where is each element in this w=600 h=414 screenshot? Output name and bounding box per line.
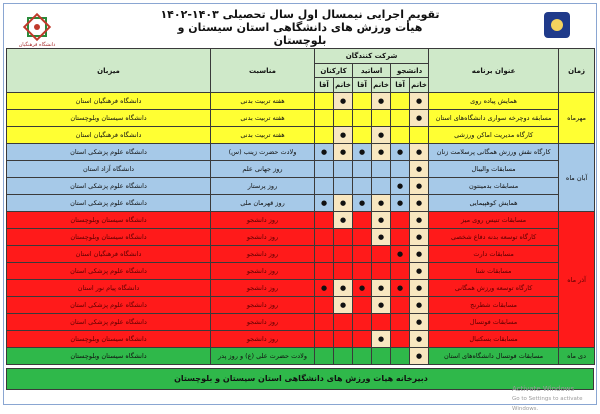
participant-mark-cell [391,246,410,263]
participant-mark-cell [353,297,372,314]
participant-mark-cell [410,246,429,263]
university-logo-right [544,12,570,38]
schedule-row [7,263,595,280]
participant-mark-cell [410,297,429,314]
participation-dot-icon: ● [340,131,347,139]
participant-mark-cell [372,127,391,144]
participant-mark-cell [391,93,410,110]
participant-mark-cell [391,348,410,365]
participation-dot-icon: ● [378,301,385,309]
participation-dot-icon: ● [416,114,423,122]
host-cell: دانشگاه آزاد استان [7,161,211,178]
participant-mark-cell [353,110,372,127]
host-cell: دانشگاه علوم پزشکی استان [7,144,211,161]
participation-dot-icon: ● [320,284,328,292]
participant-mark-cell [391,229,410,246]
month-cell: آبان ماه [559,144,595,212]
host-cell: دانشگاه سیستان وبلوچستان [7,110,211,127]
participant-mark-cell [391,212,410,229]
participation-dot-icon: ● [340,97,347,105]
participant-mark-cell [353,178,372,195]
participant-mark-cell [372,178,391,195]
host-cell: دانشگاه علوم پزشکی استان [7,297,211,314]
participant-mark-cell [410,348,429,365]
participation-dot-icon: ● [340,284,347,292]
participant-mark-cell [334,297,353,314]
participation-dot-icon: ● [340,301,347,309]
participation-dot-icon: ● [359,148,366,156]
participant-mark-cell [372,93,391,110]
participation-dot-icon: ● [378,216,385,224]
participant-mark-cell [410,110,429,127]
header-zaman: زمان [559,49,595,93]
participant-mark-cell [334,127,353,144]
month-cell: دی ماه [559,348,595,365]
participation-dot-icon: ● [378,335,385,343]
host-cell: دانشگاه سیستان وبلوچستان [7,348,211,365]
host-cell: دانشگاه علوم پزشکی استان [7,314,211,331]
occasion-cell: هفته تربیت بدنی [211,93,315,110]
participant-mark-cell [372,348,391,365]
host-cell: دانشگاه علوم پزشکی استان [7,178,211,195]
occasion-cell: ولادت حضرت علی (ع) و روز پدر [211,348,315,365]
schedule-body [7,93,595,365]
month-cell: مهرماه [559,93,595,144]
participant-mark-cell [353,246,372,263]
participation-dot-icon: ● [340,199,347,207]
participation-dot-icon: ● [416,318,423,326]
host-cell: دانشگاه پیام نور استان [7,280,211,297]
participation-dot-icon: ● [320,199,328,207]
participant-mark-cell [410,127,429,144]
logo-caption: دانشگاه فرهنگیان [18,42,56,48]
schedule-row [7,314,595,331]
participant-mark-cell [410,178,429,195]
participant-mark-cell [353,195,372,212]
participant-mark-cell [372,331,391,348]
header-male: آقا [315,78,334,93]
participant-mark-cell [353,348,372,365]
participation-dot-icon: ● [416,182,423,190]
program-cell: مسابقات فوتسال دانشگاه‌های استان [429,348,559,365]
month-cell: آذر ماه [559,212,595,348]
participant-mark-cell [391,263,410,280]
participation-dot-icon: ● [378,148,385,156]
participation-dot-icon: ● [416,267,423,275]
participant-mark-cell [315,144,334,161]
participant-mark-cell [410,331,429,348]
participant-mark-cell [315,297,334,314]
participation-dot-icon: ● [359,199,366,207]
participant-mark-cell [334,212,353,229]
participant-mark-cell [334,229,353,246]
program-cell: مسابقات بدمینتون [429,178,559,195]
program-cell: کارگاه مدیریت اماکن ورزشی [429,127,559,144]
schedule-row [7,212,595,229]
participation-dot-icon: ● [416,199,423,207]
participant-mark-cell [391,280,410,297]
participant-mark-cell [391,331,410,348]
participation-dot-icon: ● [340,148,347,156]
participant-mark-cell [391,110,410,127]
header-host: میزبان [7,49,211,93]
participant-mark-cell [410,161,429,178]
participant-mark-cell [372,229,391,246]
participant-mark-cell [334,331,353,348]
participation-dot-icon: ● [416,233,423,241]
participation-dot-icon: ● [416,216,423,224]
participant-mark-cell [372,297,391,314]
watermark-subtitle: Go to Settings to activate Windows. [512,396,583,412]
host-cell: دانشگاه علوم پزشکی استان [7,195,211,212]
program-cell: همایش کوهپیمایی [429,195,559,212]
host-cell: دانشگاه علوم پزشکی استان [7,263,211,280]
program-cell: کارگاه توسعه ورزش همگانی [429,280,559,297]
participant-mark-cell [372,144,391,161]
participant-mark-cell [315,314,334,331]
participation-dot-icon: ● [378,233,385,241]
participant-mark-cell [372,195,391,212]
occasion-cell: روز دانشجو [211,297,315,314]
footer-band [6,368,594,390]
participant-mark-cell [353,280,372,297]
participant-mark-cell [391,161,410,178]
header-male: آقا [353,78,372,93]
schedule-row [7,93,595,110]
occasion-cell: روز دانشجو [211,246,315,263]
header-program: عنوان برنامه [429,49,559,93]
participation-dot-icon: ● [416,250,423,258]
participant-mark-cell [353,93,372,110]
participation-dot-icon: ● [416,148,423,156]
participation-dot-icon: ● [397,199,404,207]
participant-mark-cell [334,314,353,331]
participant-mark-cell [353,314,372,331]
program-cell: مسابقات فوتسال [429,314,559,331]
participant-mark-cell [372,280,391,297]
participant-mark-cell [334,280,353,297]
participation-dot-icon: ● [320,148,328,156]
header-participants: شرکت کنندگان [315,49,429,64]
participant-mark-cell [315,110,334,127]
schedule-row [7,348,595,365]
program-cell: مسابقات والیبال [429,161,559,178]
participant-mark-cell [315,178,334,195]
participant-mark-cell [334,263,353,280]
participant-mark-cell [372,314,391,331]
schedule-row [7,246,595,263]
participant-mark-cell [353,127,372,144]
schedule-row [7,195,595,212]
occasion-cell: روز قهرمان ملی [211,195,315,212]
participant-mark-cell [315,127,334,144]
occasion-cell: روز دانشجو [211,212,315,229]
participation-dot-icon: ● [416,97,423,105]
participant-mark-cell [353,144,372,161]
occasion-cell: ولادت حضرت زینب (س) [211,144,315,161]
participant-mark-cell [372,161,391,178]
participation-dot-icon: ● [397,284,404,292]
participant-mark-cell [315,331,334,348]
program-cell: مسابقات بسکتبال [429,331,559,348]
participation-dot-icon: ● [397,182,404,190]
schedule-row [7,297,595,314]
participation-dot-icon: ● [416,352,423,360]
participant-mark-cell [315,161,334,178]
host-cell: دانشگاه سیستان وبلوچستان [7,331,211,348]
participation-dot-icon: ● [378,97,385,105]
occasion-cell: هفته تربیت بدنی [211,110,315,127]
participant-mark-cell [410,93,429,110]
participation-dot-icon: ● [416,335,423,343]
occasion-cell: روز دانشجو [211,314,315,331]
logo-emblem-icon [551,19,563,31]
page-title: تقویم اجرایی نیمسال اول سال تحصیلی ۱۴۰۳-۱۴۰۲ هیأت ورزش های دانشگاهی استان سیستان و بلوچستان [160,8,440,47]
farhangian-logo-icon [22,12,52,42]
schedule-row [7,178,595,195]
host-cell: دانشگاه سیستان وبلوچستان [7,212,211,229]
participant-mark-cell [372,263,391,280]
footer-text: دبیرخانه هیات ورزش های دانشگاهی استان سیستان و بلوچستان [174,374,428,383]
participant-mark-cell [391,314,410,331]
participant-mark-cell [334,348,353,365]
participant-mark-cell [410,314,429,331]
participant-mark-cell [334,246,353,263]
participation-dot-icon: ● [359,284,366,292]
participant-mark-cell [410,263,429,280]
participant-mark-cell [315,280,334,297]
participation-dot-icon: ● [397,250,404,258]
participant-mark-cell [334,161,353,178]
participant-mark-cell [372,246,391,263]
occasion-cell: هفته تربیت بدنی [211,127,315,144]
watermark-title: Activate Windows [512,385,575,393]
participation-dot-icon: ● [397,148,404,156]
header-students: دانشجو [391,64,429,78]
participation-dot-icon: ● [340,216,347,224]
participant-mark-cell [353,161,372,178]
participant-mark-cell [353,263,372,280]
participant-mark-cell [410,195,429,212]
occasion-cell: روز دانشجو [211,331,315,348]
schedule-table [6,48,595,365]
program-cell: کارگاه توسعه بدنه دفاع شخصی [429,229,559,246]
host-cell: دانشگاه فرهنگیان استان [7,127,211,144]
participant-mark-cell [353,331,372,348]
participant-mark-cell [334,110,353,127]
schedule-row [7,127,595,144]
program-cell: کارگاه نقش ورزش همگانی پرسلامت زنان [429,144,559,161]
participant-mark-cell [315,229,334,246]
participant-mark-cell [372,110,391,127]
program-cell: مسابقات شطرنج [429,297,559,314]
participation-dot-icon: ● [416,284,423,292]
participant-mark-cell [410,212,429,229]
participant-mark-cell [334,93,353,110]
occasion-cell: روز جهانی علم [211,161,315,178]
participant-mark-cell [391,178,410,195]
program-cell: مسابقات دارت [429,246,559,263]
participant-mark-cell [391,195,410,212]
schedule-row [7,229,595,246]
participant-mark-cell [372,212,391,229]
header-female: خانم [372,78,391,93]
participant-mark-cell [315,263,334,280]
participant-mark-cell [334,144,353,161]
schedule-row [7,110,595,127]
occasion-cell: روز دانشجو [211,280,315,297]
header-female: خانم [410,78,429,93]
header-occasion: مناسبت [211,49,315,93]
header-staff: کارکنان [315,64,353,78]
participant-mark-cell [334,178,353,195]
participant-mark-cell [410,144,429,161]
participant-mark-cell [391,127,410,144]
program-cell: همایش پیاده روی [429,93,559,110]
participant-mark-cell [391,297,410,314]
program-cell: مسابقات تنیس روی میز [429,212,559,229]
program-cell: مسابقات شنا [429,263,559,280]
schedule-row [7,144,595,161]
participant-mark-cell [315,348,334,365]
host-cell: دانشگاه فرهنگیان استان [7,246,211,263]
participation-dot-icon: ● [378,284,385,292]
schedule-row [7,331,595,348]
participant-mark-cell [315,212,334,229]
participant-mark-cell [315,195,334,212]
participation-dot-icon: ● [378,199,385,207]
participant-mark-cell [410,229,429,246]
host-cell: دانشگاه سیستان وبلوچستان [7,229,211,246]
occasion-cell: روز پرستار [211,178,315,195]
participation-dot-icon: ● [378,131,385,139]
participant-mark-cell [315,246,334,263]
schedule-row [7,280,595,297]
participant-mark-cell [410,280,429,297]
occasion-cell: روز دانشجو [211,263,315,280]
participant-mark-cell [334,195,353,212]
host-cell: دانشگاه فرهنگیان استان [7,93,211,110]
participation-dot-icon: ● [416,301,423,309]
schedule-row [7,161,595,178]
header-female: خانم [334,78,353,93]
header-professors: اساتید [353,64,391,78]
activate-windows-watermark [512,384,596,414]
occasion-cell: روز دانشجو [211,229,315,246]
participant-mark-cell [315,93,334,110]
participant-mark-cell [353,212,372,229]
participant-mark-cell [353,229,372,246]
program-cell: مسابقه دوچرخه سواری دانشگاه‌های استان [429,110,559,127]
header-male: آقا [391,78,410,93]
participation-dot-icon: ● [416,165,423,173]
participant-mark-cell [391,144,410,161]
